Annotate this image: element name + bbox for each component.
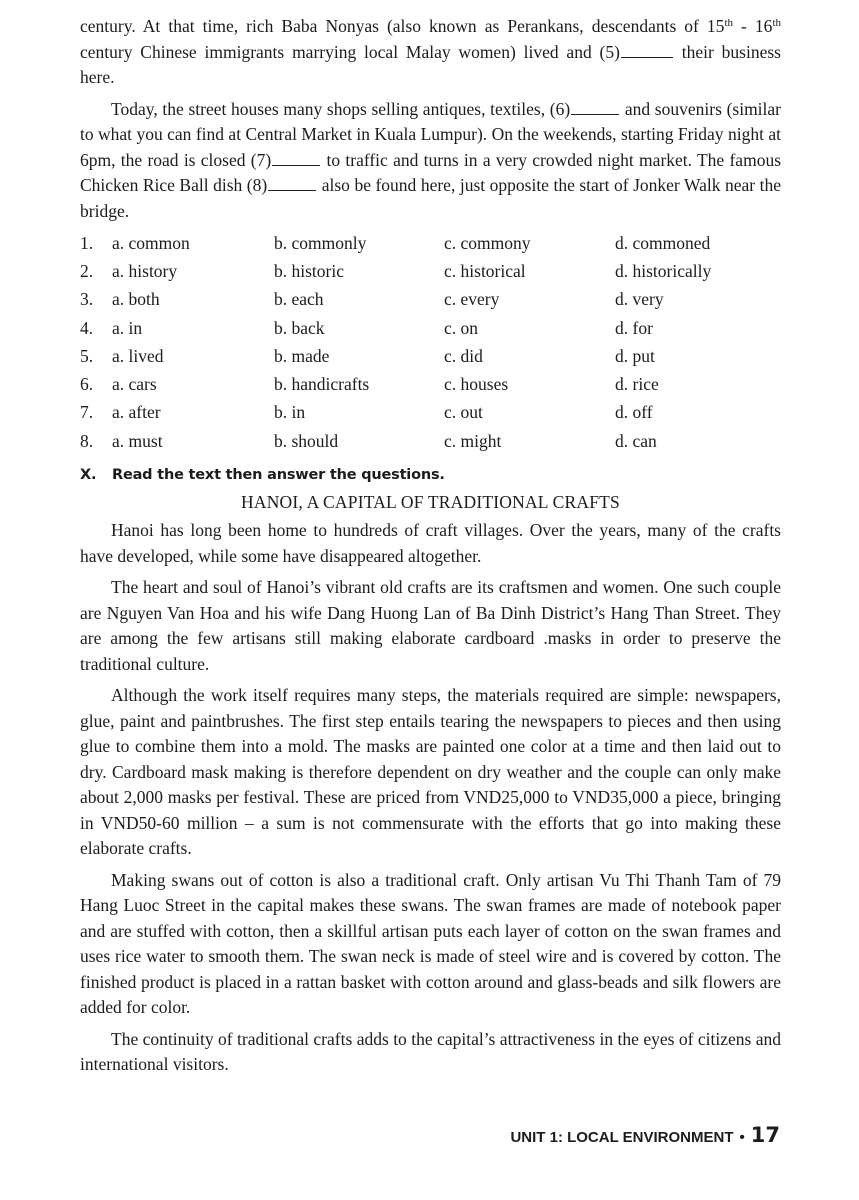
- article-paragraph: Although the work itself requires many steps, the materials required are simple: newspapers, glue, paint and paintbrushes. The first step entails tearing the newspapers to pieces and then using glue to combine them into a mold. The masks are painted one color at a time and then laid out to dry. Cardboard mask making is therefore dependent on dry weather and the couple can only make about 2,000 masks per festival. These are priced from VND25,000 to VND35,000 a piece, bringing in VND50-60 million – a sum is not commensurate with the efforts that go into making these elaborate crafts.: [80, 685, 781, 859]
- option-row: 3. a. both b. each c. every d. very: [80, 289, 664, 310]
- option-row: 4. a. in b. back c. on d. for: [80, 317, 653, 338]
- article-paragraph: Hanoi has long been home to hundreds of craft villages. Over the years, many of the crafts have developed, while some have disappeared altogether.: [80, 520, 781, 566]
- blank-5: [621, 42, 673, 58]
- article-paragraph: The continuity of traditional crafts adds to the capital’s attractiveness in the eyes of citizens and international visitors.: [80, 1028, 781, 1075]
- option-row: 5. a. lived b. made c. did d. put: [80, 345, 655, 366]
- answer-options: [80, 229, 781, 455]
- option-row: 2. a. history b. historic c. historical d. historically: [80, 260, 712, 281]
- blank-6: [571, 99, 619, 115]
- footer-unit-title: UNIT 1: LOCAL ENVIRONMENT: [510, 1129, 734, 1146]
- page-number: 17: [750, 1123, 780, 1147]
- passage-paragraph-1: century. At that time, rich Baba Nonyas (also known as Perankans, descendants of 15th - 16th century Chinese immigrants marrying local Malay women) lived and (5) their business here.: [80, 16, 781, 87]
- page-footer: [510, 1123, 780, 1147]
- section-heading: [80, 464, 781, 486]
- option-row: 7. a. after b. in c. out d. off: [80, 402, 653, 423]
- blank-7: [272, 150, 320, 166]
- article-paragraph: Making swans out of cotton is also a traditional craft. Only artisan Vu Thi Thanh Tam of 79 Hang Luoc Street in the capital makes these swans. The swan frames are made of notebook paper and are stuffed with cotton, then a skillful artisan puts each layer of cotton on the swan frames and uses rice water to smooth them. The swan neck is made of steel wire and is covered by cotton. The finished product is placed in a rattan basket with cotton around and glass-beads and silk flowers are added for color.: [80, 869, 781, 1018]
- option-row: 1. a. common b. commonly c. commony d. commoned: [80, 232, 711, 253]
- article-title: HANOI, A CAPITAL OF TRADITIONAL CRAFTS: [241, 492, 620, 513]
- option-row: 8. a. must b. should c. might d. can: [80, 430, 657, 451]
- section-label: X.: [80, 467, 97, 484]
- footer-bullet: •: [739, 1129, 745, 1146]
- option-row: 6. a. cars b. handicrafts c. houses d. rice: [80, 374, 659, 395]
- section-instruction: Read the text then answer the questions.: [112, 467, 445, 484]
- blank-8: [268, 175, 316, 191]
- article-paragraph: The heart and soul of Hanoi’s vibrant old crafts are its craftsmen and women. One such couple are Nguyen Van Hoa and his wife Dang Huong Lan of Ba Dinh District’s Hang Than Street. They are among the few artisans still making elaborate cardboard .masks in order to preserve the traditional culture.: [80, 577, 781, 674]
- passage-paragraph-2: Today, the street houses many shops selling antiques, textiles, (6) and souvenirs (similar to what you can find at Central Market in Kuala Lumpur). On the weekends, starting Friday night at 6pm, the road is closed (7) to traffic and turns in a very crowded night market. The famous Chicken Rice Ball dish (8) also be found here, just opposite the start of Jonker Walk near the bridge.: [80, 98, 782, 221]
